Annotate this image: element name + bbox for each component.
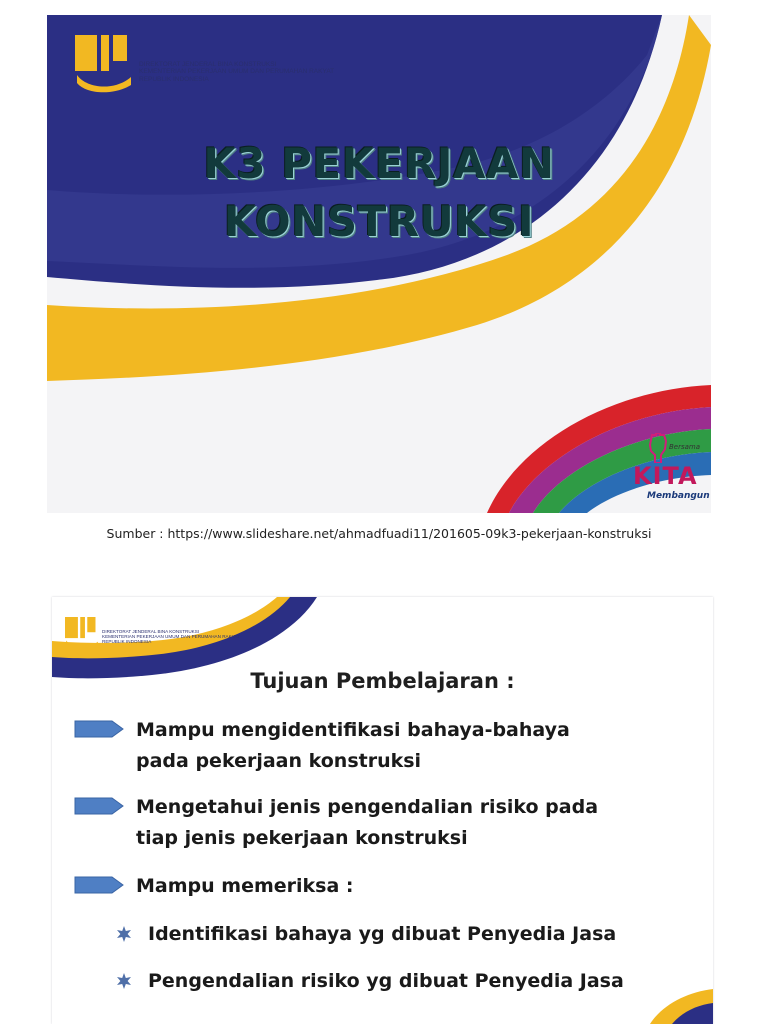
org-line: KEMENTERIAN PEKERJAAN UMUM DAN PERUMAHAN RAKYAT [139, 68, 335, 76]
slide-title-line: K3 PEKERJAAN [203, 139, 555, 188]
pu-logo-icon [75, 35, 133, 93]
objective-line: Mengetahui jenis pengendalian risiko pada [136, 796, 599, 818]
pu-logo-icon [64, 617, 100, 651]
title-slide [47, 15, 711, 513]
kita-small-text: Bersama [669, 443, 701, 451]
arrow-bullet-icon [74, 874, 124, 896]
sub-objective-item [116, 923, 616, 945]
organization-text [102, 629, 240, 644]
org-line: DIREKTORAT JENDERAL BINA KONSTRUKSI [102, 629, 200, 634]
objective-item [74, 871, 354, 902]
objective-line: Mampu mengidentifikasi bahaya-bahaya [136, 719, 570, 741]
objective-line: pada pekerjaan konstruksi [136, 750, 422, 772]
star-bullet-icon [116, 926, 132, 942]
sub-objective-item [116, 970, 624, 992]
org-line: DIREKTORAT JENDERAL BINA KONSTRUKSI [139, 61, 277, 68]
arrow-bullet-icon [74, 718, 124, 740]
sub-objective-text: Identifikasi bahaya yg dibuat Penyedia Jasa [148, 923, 617, 945]
org-line: REPUBLIK INDONESIA [139, 75, 209, 83]
kita-logo-text: KITA [633, 462, 698, 490]
org-line: KEMENTERIAN PEKERJAAN UMUM DAN PERUMAHAN RAKYAT [102, 634, 240, 640]
org-line: REPUBLIK INDONESIA [102, 639, 152, 645]
star-bullet-icon [116, 973, 132, 989]
objective-item [74, 715, 570, 777]
section-heading: Tujuan Pembelajaran : [250, 669, 515, 693]
objectives-slide [52, 597, 713, 1024]
objective-item [74, 792, 598, 854]
slide-title-line: KONSTRUKSI [223, 197, 535, 246]
objective-line: Mampu memeriksa : [136, 875, 354, 897]
sub-objective-text: Pengendalian risiko yg dibuat Penyedia Jasa [148, 970, 624, 992]
fist-icon [647, 433, 669, 463]
organization-text [139, 61, 334, 83]
source-caption: Sumber : https://www.slideshare.net/ahmadfuadi11/201605-09k3-pekerjaan-konstruksi [106, 526, 652, 541]
slide-background-shapes [47, 15, 711, 513]
arrow-bullet-icon [74, 795, 124, 817]
kita-sub-text: Membangun [647, 491, 710, 501]
objective-line: tiap jenis pekerjaan konstruksi [136, 827, 468, 849]
